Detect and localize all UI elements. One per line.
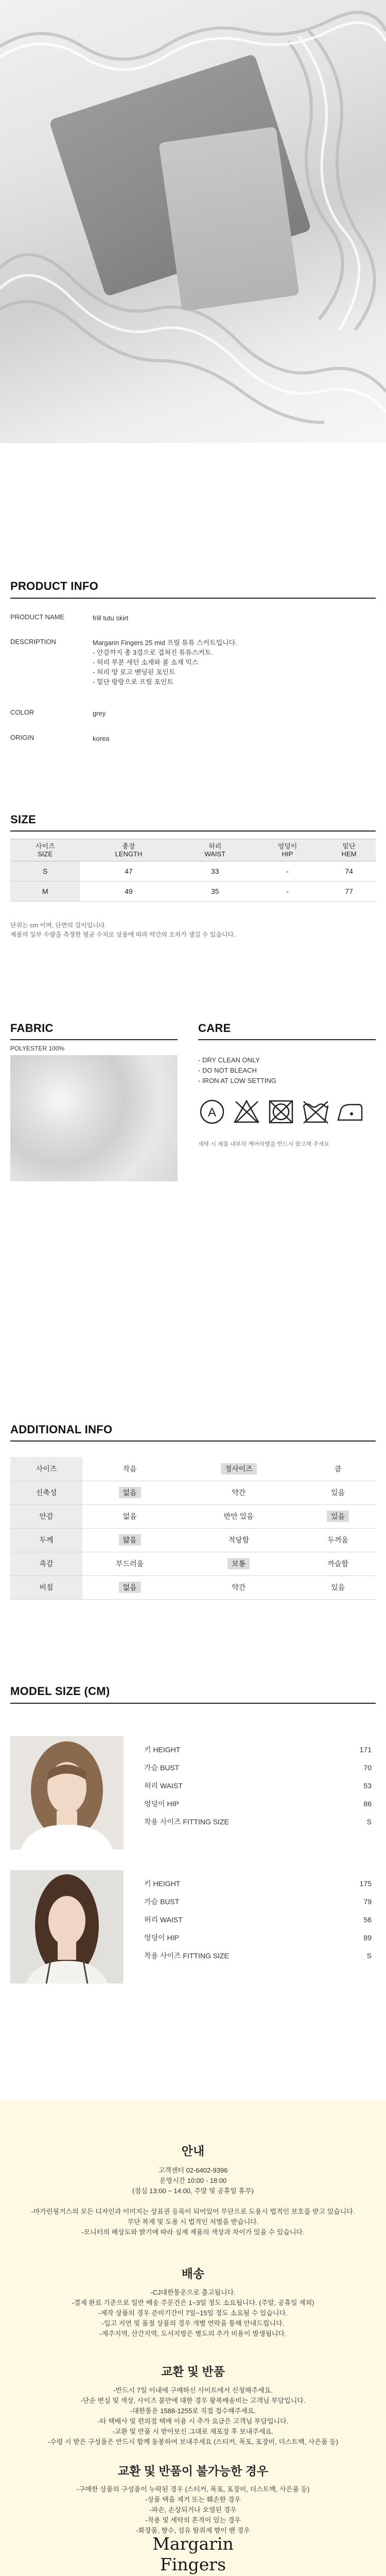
not-allowed-lines: [0, 2484, 386, 2536]
frill-pattern: [0, 0, 386, 443]
exchange-title: 교환 및 반품: [161, 2365, 225, 2378]
model-stat-row: [144, 1946, 376, 1964]
info-value: Margarin Fingers 25 mid 프릴 튜튜 스커트입니다. - 안감까지 총 3겹으로 겹쳐진 튜튜스커트. - 허리 부분 세턴 소재와 볼 소재 믹스 - 허리 양 로고 밴딩된 포인트 - 밑단 랑랑으로 프릴 포인트: [93, 639, 237, 686]
dry-clean-icon: [198, 1098, 226, 1125]
model-stat-label: 키 HEIGHT: [144, 1879, 181, 1888]
shipping-title: 배송: [181, 2267, 205, 2280]
size-table-header: [10, 839, 376, 861]
additional-info-option: 있음: [300, 1504, 376, 1528]
exchange-lines: [0, 2385, 386, 2447]
footer-line: -상품 택을 제거 또는 훼손한 경우: [145, 2496, 241, 2503]
info-value: korea: [93, 735, 110, 742]
fabric-title: FABRIC: [10, 1022, 54, 1035]
model-stat-row: [144, 1740, 376, 1758]
footer-line: -착용 및 세탁의 흔적이 있는 경우: [145, 2516, 241, 2524]
model-photo-1: [10, 1736, 124, 1850]
svg-text:A: A: [207, 1106, 217, 1120]
footer-line: -수령 시 받은 구성품은 반드시 함께 동봉하여 보내주세요 (스티커, 폭포, 포장비, 더스트백, 사은품 등): [47, 2438, 339, 2446]
divider: [10, 1703, 376, 1704]
table-cell: -: [253, 882, 322, 902]
footer-line: -입고 지연 및 품절 상품의 경우 개별 연락을 통해 안내드립니다.: [101, 2319, 285, 2327]
model-stat-value: 70: [363, 1763, 372, 1772]
model-stat-label: 가슴 BUST: [144, 1897, 180, 1906]
footer-line: -교환 및 반품 시 받아보신 그대로 재포장 후 보내주세요.: [112, 2428, 274, 2435]
footer-line: -파손, 손상되거나 오염된 경우: [149, 2506, 237, 2514]
additional-info-option: 보통: [177, 1552, 300, 1575]
model-stat-row: [144, 1776, 376, 1794]
model-stat-value: 89: [363, 1933, 372, 1942]
table-cell: 35: [178, 882, 253, 902]
model-stat-row: [144, 1910, 376, 1928]
additional-info-option: 반만 있음: [177, 1504, 300, 1528]
model-stat-label: 허리 WAIST: [144, 1915, 183, 1924]
table-cell: 77: [322, 882, 376, 902]
iron-low-icon: [336, 1098, 364, 1125]
additional-info-title: ADDITIONAL INFO: [10, 1423, 113, 1436]
info-key: DESCRIPTION: [10, 638, 56, 646]
size-title: SIZE: [10, 813, 37, 826]
model-stat-value: 86: [363, 1799, 372, 1808]
model-stat-label: 키 HEIGHT: [144, 1745, 181, 1754]
info-value: grey: [93, 709, 106, 717]
additional-info-option: 부드러움: [82, 1552, 177, 1575]
model-stat-label: 엉덩이 HIP: [144, 1933, 179, 1942]
model-stat-row: [144, 1812, 376, 1831]
shipping-lines: [0, 2287, 386, 2339]
info-key: COLOR: [10, 708, 34, 716]
model-stat-label: 엉덩이 HIP: [144, 1799, 179, 1808]
additional-info-row: [10, 1528, 376, 1552]
info-key: PRODUCT NAME: [10, 613, 65, 621]
additional-info-option: 작음: [82, 1457, 177, 1481]
model-stat-row: [144, 1758, 376, 1776]
additional-info-row: [10, 1575, 376, 1599]
table-cell: -: [253, 861, 322, 882]
model-size-title: MODEL SIZE (CM): [10, 1685, 110, 1698]
model-stat-value: S: [366, 1817, 372, 1826]
footer-line: -제주지역, 산간지역, 도서지방은 별도의 추가 비용이 발생됩니다.: [99, 2330, 287, 2337]
additional-info-table: [10, 1457, 376, 1600]
do-not-wash-icon: [302, 1098, 330, 1125]
table-cell: 33: [178, 861, 253, 882]
table-row: [10, 861, 376, 882]
table-cell: S: [10, 861, 80, 882]
footer-line: 무단 복제 및 도용 시 법적인 처벌을 받습니다.: [127, 2218, 259, 2226]
model-stat-value: 53: [363, 1781, 372, 1790]
model-stat-value: S: [366, 1951, 372, 1960]
footer-line: [0, 2196, 386, 2207]
additional-info-option: 정사이즈: [177, 1457, 300, 1481]
notice-lines: [0, 2165, 386, 2238]
additional-info-row: [10, 1457, 376, 1481]
header-length: 총장 LENGTH: [80, 839, 177, 861]
footer-line: -모니터의 해상도와 밝기에 따라 실제 제품의 색상과 차이가 있을 수 있습니다.: [81, 2228, 305, 2236]
footer-line: -화장품, 향수, 섬유 탈취제 향이 밴 경우: [136, 2527, 250, 2534]
additional-info-label: 신축성: [10, 1481, 82, 1504]
header-waist: 허리 WAIST: [178, 839, 253, 861]
footer-line: -단순 변심 및 색상, 사이즈 불만에 대한 경우 왕복배송비는 고객님 부담입니다.: [80, 2397, 306, 2404]
additional-info-row: [10, 1552, 376, 1575]
additional-info-option: 까슬함: [300, 1552, 376, 1575]
model-stat-label: 허리 WAIST: [144, 1781, 183, 1790]
additional-info-option: 없음: [82, 1575, 177, 1599]
additional-info-option: 얇음: [82, 1528, 177, 1552]
additional-info-option: 약간: [177, 1481, 300, 1504]
additional-info-option: 큼: [300, 1457, 376, 1481]
footer-line: 운영시간 10:00 - 18:00: [159, 2177, 227, 2184]
model-stat-label: 착용 사이즈 FITTING SIZE: [144, 1951, 229, 1960]
additional-info-option: 있음: [300, 1481, 376, 1504]
additional-info-row: [10, 1481, 376, 1504]
model-stat-value: 175: [359, 1879, 372, 1888]
model-photo-2: [10, 1870, 124, 1984]
model-stat-value: 56: [363, 1915, 372, 1924]
product-info-title: PRODUCT INFO: [10, 580, 99, 592]
additional-info-option: 없음: [82, 1504, 177, 1528]
care-icons: [198, 1098, 364, 1125]
model-stat-row: [144, 1928, 376, 1946]
care-instructions: - DRY CLEAN ONLY - DO NOT BLEACH - IRON AT LOW SETTING: [198, 1056, 276, 1084]
table-cell: 74: [322, 861, 376, 882]
footer-line: -CJ대한통운으로 출고됩니다.: [150, 2289, 236, 2296]
model-stats-2: [144, 1874, 376, 1964]
footer-line: -결제 완료 기준으로 일반 배송 주문건은 1~3일 정도 소요됩니다. (주말, 공휴일 제외): [72, 2299, 314, 2307]
model-stat-row: [144, 1874, 376, 1892]
brand-logo: Margarin Fingers: [152, 2534, 234, 2574]
fabric-composition: POLYESTER 100%: [10, 1045, 65, 1052]
additional-info-option: 적당함: [177, 1528, 300, 1552]
notice-title: 안내: [181, 2144, 205, 2158]
table-row: [10, 882, 376, 902]
model-stat-value: 79: [363, 1897, 372, 1906]
divider: [10, 598, 376, 599]
footer-line: -대한통운 1588-1255로 직접 접수해주세요.: [130, 2407, 256, 2415]
additional-info-label: 안감: [10, 1504, 82, 1528]
additional-info-label: 비침: [10, 1575, 82, 1599]
additional-info-label: 사이즈: [10, 1457, 82, 1481]
additional-info-option: 약간: [177, 1575, 300, 1599]
model-stats-1: [144, 1740, 376, 1831]
model-stat-row: [144, 1794, 376, 1812]
footer-line: -타 택배사 및 편의점 택배 이용 시 추가 요금은 고객님 부담입니다.: [97, 2417, 289, 2425]
model-stat-row: [144, 1892, 376, 1910]
divider: [10, 831, 376, 832]
care-note: 세탁 시 제품 내부의 케어라벨을 반드시 참고해 주세요: [198, 1141, 330, 1147]
footer-line: -구매한 상품의 구성품이 누락된 경우 (스티커, 폭포, 포장비, 더스트백, 사은품 등): [76, 2485, 310, 2493]
additional-info-label: 두께: [10, 1528, 82, 1552]
model-stat-value: 171: [359, 1745, 372, 1754]
info-value: frill tutu skirt: [93, 614, 129, 622]
model-stat-label: 가슴 BUST: [144, 1763, 180, 1772]
model-stat-label: 착용 사이즈 FITTING SIZE: [144, 1817, 229, 1826]
footer-line: 고객센터 02-6402-9396: [158, 2166, 228, 2174]
table-cell: 47: [80, 861, 177, 882]
table-cell: 49: [80, 882, 177, 902]
footer-line: -마가린핑거스의 모든 디자인과 이미지는 상표권 등록이 되어있어 무단으로 도용시 법적인 보호를 받고 있습니다.: [31, 2208, 355, 2215]
footer-line: (점심 13:00 ~ 14:00, 주말 및 공휴일 휴무): [132, 2187, 254, 2195]
not-allowed-title: 교환 및 반품이 불가능한 경우: [117, 2464, 269, 2478]
do-not-bleach-icon: [233, 1098, 261, 1125]
care-title: CARE: [198, 1022, 231, 1035]
divider: [10, 1039, 178, 1040]
info-key: ORIGIN: [10, 734, 34, 741]
additional-info-option: 있음: [300, 1575, 376, 1599]
divider: [10, 1440, 376, 1442]
additional-info-option: 두꺼움: [300, 1528, 376, 1552]
product-photo-skirt-detail: [0, 0, 386, 443]
header-size: 사이즈 SIZE: [10, 839, 80, 861]
additional-info-row: [10, 1504, 376, 1528]
footer-line: -제작 상품의 경우 준비기간이 7일~15일 정도 소요될 수 있습니다.: [98, 2309, 288, 2317]
fabric-swatch-photo: [10, 1055, 178, 1181]
do-not-tumble-dry-icon: [267, 1098, 295, 1125]
size-table: [10, 839, 376, 902]
additional-info-option: 없음: [82, 1481, 177, 1504]
additional-info-label: 촉감: [10, 1552, 82, 1575]
size-note: 단위는 cm 이며, 단면의 길이입니다. 제품의 일부 수량을 측정한 평균 수치로 상품에 따라 약간의 오차가 생길 수 있습니다.: [10, 922, 236, 938]
header-hip: 엉덩이 HIP: [253, 839, 322, 861]
footer-line: -반드시 7일 이내에 구매하신 사이트에서 신청해주세요.: [113, 2386, 273, 2394]
divider: [198, 1039, 376, 1040]
table-cell: M: [10, 882, 80, 902]
header-hem: 밑단 HEM: [322, 839, 376, 861]
